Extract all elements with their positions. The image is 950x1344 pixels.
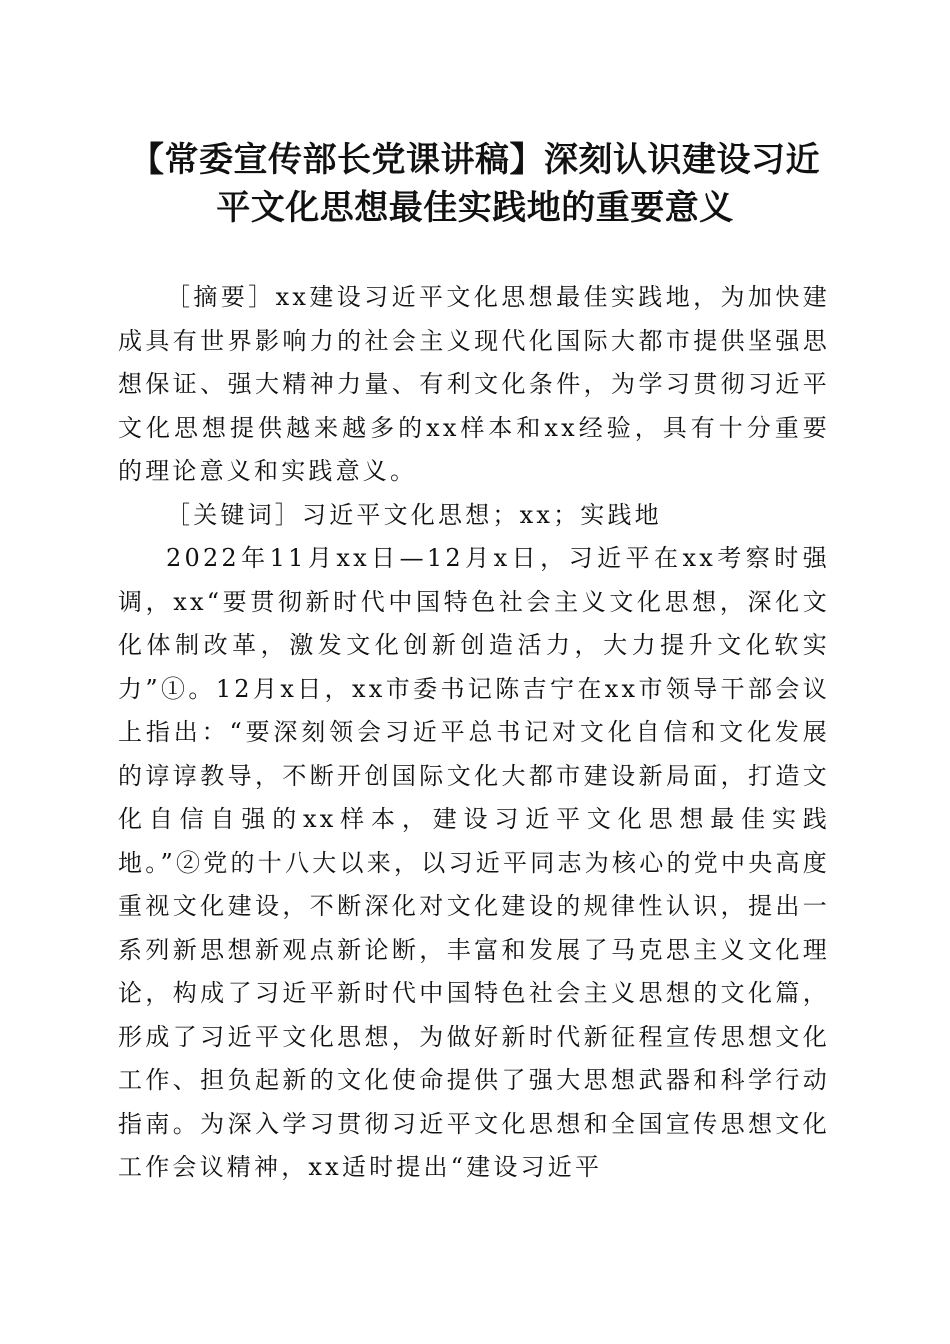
title-line-2: 平文化思想最佳实践地的重要意义 [216,188,734,228]
abstract-paragraph: ［摘要］xx建设习近平文化思想最佳实践地，为加快建成具有世界影响力的社会主义现代化国际大都市提供坚强思想保证、强大精神力量、有利文化条件，为学习贯彻习近平文化思想提供越来越多的xx样本和xx经验，具有十分重要的理论意义和实践意义。 [118,283,830,485]
body-paragraph: 2022年11月xx日—12月x日，习近平在xx考察时强调，xx“要贯彻新时代中国特色社会主义文化思想，深化文化体制改革，激发文化创新创造活力，大力提升文化软实力”①。12月x日，xx市委书记陈吉宁在xx市领导干部会议上指出：“要深刻领会习近平总书记对文化自信和文化发展的谆谆教导，不断开创国际文化大都市建设新局面，打造文化自信自强的xx样本，建设习近平文化思想最佳实践地。”②党的十八大以来，以习近平同志为核心的党中央高度重视文化建设，不断深化对文化建设的规律性认识，提出一系列新思想新观点新论断，丰富和发展了马克思主义文化理论，构成了习近平新时代中国特色社会主义思想的文化篇，形成了习近平文化思想，为做好新时代新征程宣传思想文化工作、担负起新的文化使命提供了强大思想武器和科学行动指南。为深入学习贯彻习近平文化思想和全国宣传思想文化工作会议精神，xx适时提出“建设习近平 [118,544,830,1181]
document-title [120,136,830,232]
keywords-paragraph: ［关键词］习近平文化思想；xx；实践地 [166,500,662,529]
document-body [118,276,830,1190]
title-line-1: 【常委宣传部长党课讲稿】深刻认识建设习近 [130,140,820,180]
